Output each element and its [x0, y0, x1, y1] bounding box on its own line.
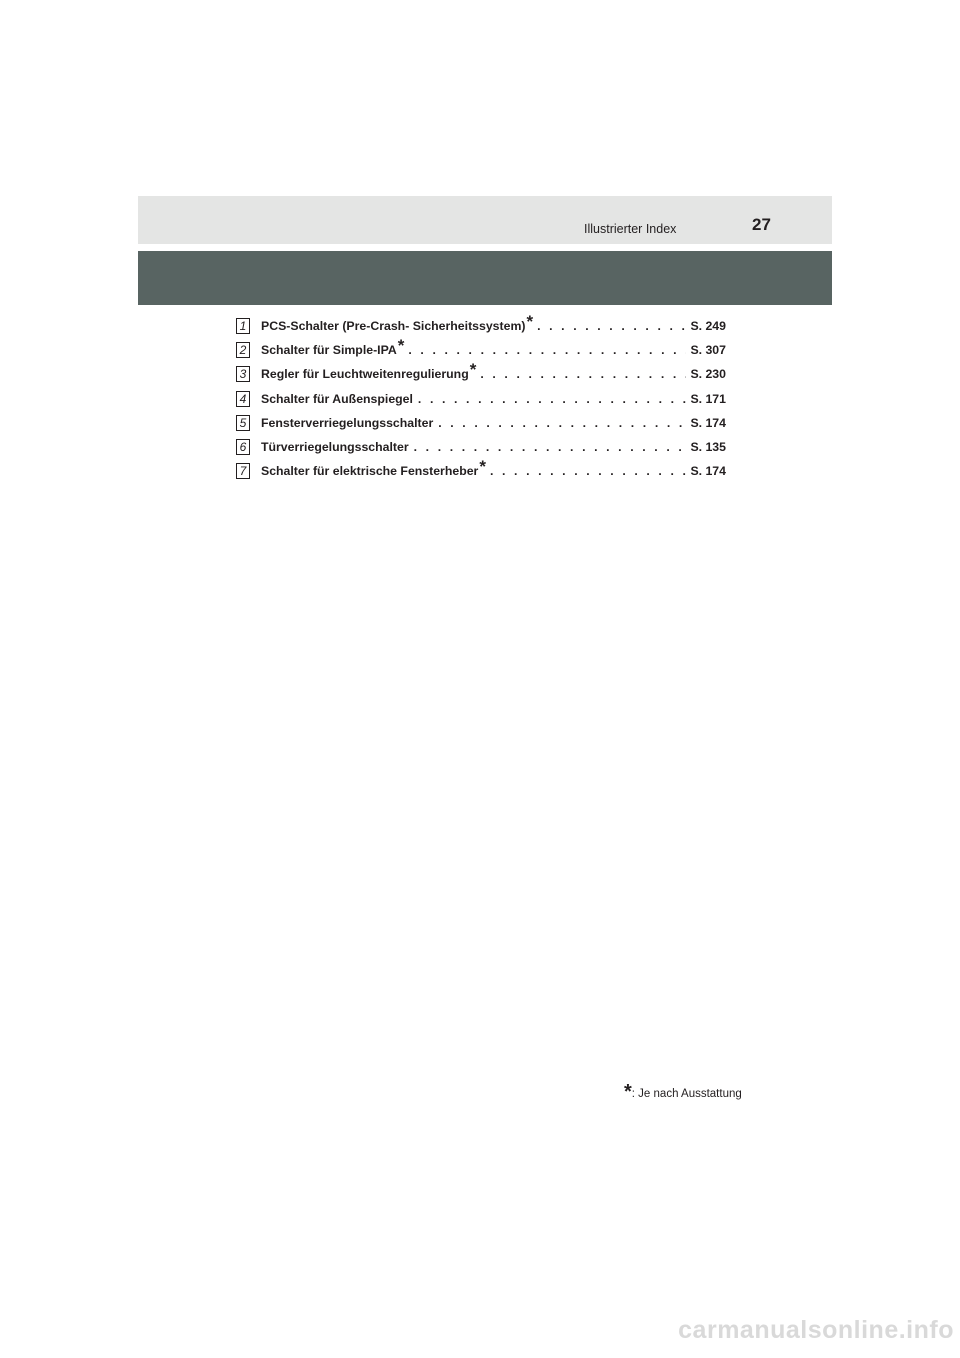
watermark: carmanualsonline.info — [678, 1316, 954, 1344]
page-reference[interactable]: S. 171 — [690, 391, 726, 406]
item-number-badge: 4 — [236, 391, 250, 407]
page-reference[interactable]: S. 307 — [690, 343, 726, 358]
section-title: Illustrierter Index — [584, 222, 677, 236]
item-number-badge: 3 — [236, 366, 250, 382]
index-item-2[interactable] — [236, 338, 726, 362]
index-item-6[interactable] — [236, 435, 726, 459]
item-number-badge: 6 — [236, 439, 250, 455]
page-number: 27 — [752, 215, 771, 234]
page-reference[interactable]: S. 174 — [690, 464, 726, 479]
leader-dots — [408, 343, 686, 357]
asterisk-icon: * — [526, 314, 534, 331]
item-label: Türverriegelungsschalter — [261, 439, 409, 454]
item-label: Fensterverriegelungsschalter — [261, 415, 434, 430]
item-number-badge: 5 — [236, 415, 250, 431]
item-label: PCS-Schalter (Pre-Crash- Sicherheitssystem) — [261, 319, 526, 333]
index-list — [236, 314, 726, 483]
index-item-5[interactable] — [236, 411, 726, 435]
footnote — [624, 1080, 742, 1103]
page-reference[interactable]: S. 249 — [690, 319, 726, 333]
item-number-badge: 2 — [236, 342, 250, 358]
leader-dots — [480, 367, 686, 381]
page-reference[interactable]: S. 174 — [690, 415, 726, 430]
index-item-1[interactable] — [236, 314, 726, 338]
section-banner — [138, 251, 832, 305]
index-item-3[interactable] — [236, 362, 726, 386]
leader-dots — [414, 440, 687, 454]
item-label: Schalter für Außenspiegel — [261, 391, 413, 406]
asterisk-icon: * — [479, 459, 486, 476]
asterisk-icon: * — [397, 338, 405, 355]
item-label: Schalter für elektrische Fensterheber — [261, 464, 479, 479]
footnote-text: : Je nach Ausstattung — [631, 1088, 742, 1100]
item-number-badge: 1 — [236, 318, 250, 334]
leader-dots — [490, 464, 686, 478]
asterisk-icon: * — [624, 1081, 632, 1103]
leader-dots — [537, 319, 686, 333]
item-label: Regler für Leuchtweitenregulierung — [261, 367, 469, 382]
index-item-7[interactable] — [236, 459, 726, 483]
page-reference[interactable]: S. 230 — [690, 367, 726, 382]
header-bar — [138, 196, 832, 244]
item-number-badge: 7 — [236, 463, 250, 479]
leader-dots — [438, 416, 686, 430]
leader-dots — [418, 392, 687, 406]
page-reference[interactable]: S. 135 — [690, 439, 726, 454]
index-item-4[interactable] — [236, 387, 726, 411]
asterisk-icon: * — [469, 362, 477, 379]
item-label: Schalter für Simple-IPA — [261, 343, 397, 358]
